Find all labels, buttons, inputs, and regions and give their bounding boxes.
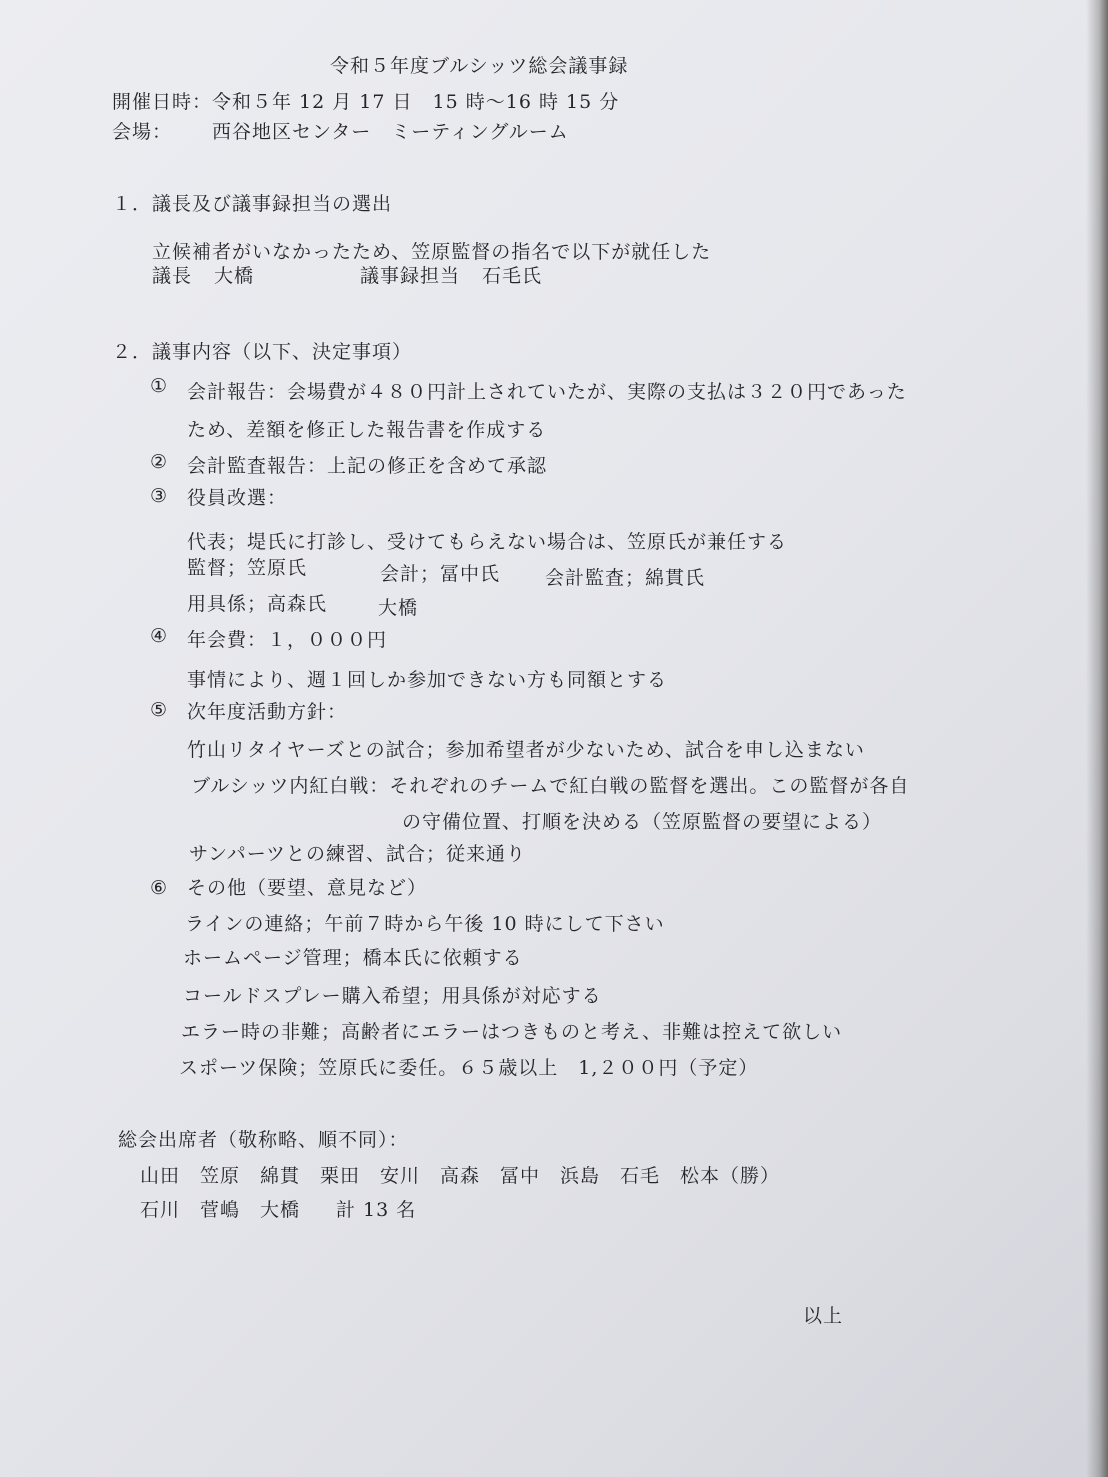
meeting-venue: [112, 120, 569, 144]
document-title: 令和５年度ブルシッツ総会議事録: [330, 55, 629, 77]
section-1-heading: １．議長及び議事録担当の選出: [112, 193, 393, 215]
item-6-e: スポーツ保険；笠原氏に委任。６５歳以上 1,２００円（予定）: [179, 1057, 759, 1079]
item-6-b: ホームページ管理；橋本氏に依頼する: [183, 947, 523, 969]
attendees-row-2: [140, 1198, 416, 1222]
item-2-mark: ②: [150, 451, 169, 473]
item-6-d: エラー時の非難；高齢者にエラーはつきものと考え、非難は控えて欲しい: [181, 1021, 843, 1043]
venue-value: 西谷地区センター ミーティングルーム: [212, 121, 569, 143]
item-3-text: 役員改選：: [187, 487, 288, 509]
attendees-total: 計 13 名: [336, 1199, 417, 1221]
item-3-treasurer: 会計；冨中氏: [380, 563, 501, 585]
recorder-name: 石毛氏: [482, 265, 543, 287]
item-3-equipment-2: 大橋: [378, 597, 419, 619]
item-5-c: サンパーツとの練習、試合；従来通り: [189, 843, 526, 865]
attendees-names: 石川 菅嶋 大橋: [140, 1199, 301, 1221]
item-6-a: ラインの連絡；午前７時から午後 10 時にして下さい: [185, 913, 665, 935]
section-1-appointees: [152, 264, 542, 288]
meeting-datetime: [112, 90, 619, 114]
attendees-row-1: 山田 笠原 綿貫 栗田 安川 高森 冨中 浜島 石毛 松本（勝）: [140, 1165, 781, 1187]
section-2-heading: ２．議事内容（以下、決定事項）: [112, 341, 413, 363]
item-3-representative: 代表；堤氏に打診し、受けてもらえない場合は、笠原氏が兼任する: [187, 531, 788, 553]
datetime-label: 開催日時：: [112, 91, 213, 113]
item-3-mark: ③: [150, 485, 169, 507]
item-4-text-cont: 事情により、週１回しか参加できない方も同額とする: [187, 669, 668, 691]
item-4-mark: ④: [150, 625, 169, 647]
attendees-heading: 総会出席者（敬称略、順不同）：: [118, 1129, 409, 1151]
item-5-b: ブルシッツ内紅白戦：それぞれのチームで紅白戦の監督を選出。この監督が各自: [191, 775, 910, 797]
item-1-text-cont: ため、差額を修正した報告書を作成する: [187, 419, 547, 441]
item-5-mark: ⑤: [150, 699, 169, 721]
item-4-text: 年会費：１，０００円: [187, 629, 388, 651]
recorder-label: 議事録担当: [360, 265, 461, 287]
item-1-text: 会計報告：会場費が４８０円計上されていたが、実際の支払は３２０円であった: [187, 381, 907, 403]
item-3-coach: 監督；笠原氏: [187, 557, 308, 579]
section-1-text: 立候補者がいなかったため、笠原監督の指名で以下が就任した: [152, 241, 712, 263]
closing-mark: 以上: [803, 1305, 844, 1327]
datetime-value: 令和５年 12 月 17 日 15 時〜16 時 15 分: [212, 91, 620, 113]
item-3-equipment: 用具係；高森氏: [187, 593, 328, 615]
item-6-text: その他（要望、意見など）: [187, 877, 428, 899]
chair-name: 大橋: [214, 265, 255, 287]
item-1-mark: ①: [150, 375, 169, 397]
item-2-text: 会計監査報告：上記の修正を含めて承認: [187, 455, 548, 477]
page-edge-shadow: [1086, 0, 1108, 1477]
item-6-mark: ⑥: [150, 877, 169, 899]
item-6-c: コールドスプレー購入希望；用具係が対応する: [183, 985, 602, 1007]
item-3-auditor: 会計監査；綿貫氏: [545, 567, 706, 589]
venue-label: 会場：: [112, 121, 173, 143]
item-5-a: 竹山リタイヤーズとの試合；参加希望者が少ないため、試合を申し込まない: [187, 739, 865, 761]
chair-label: 議長: [152, 265, 193, 287]
item-5-text: 次年度活動方針：: [187, 701, 348, 723]
item-5-b-cont: の守備位置、打順を決める（笠原監督の要望による）: [402, 811, 883, 833]
